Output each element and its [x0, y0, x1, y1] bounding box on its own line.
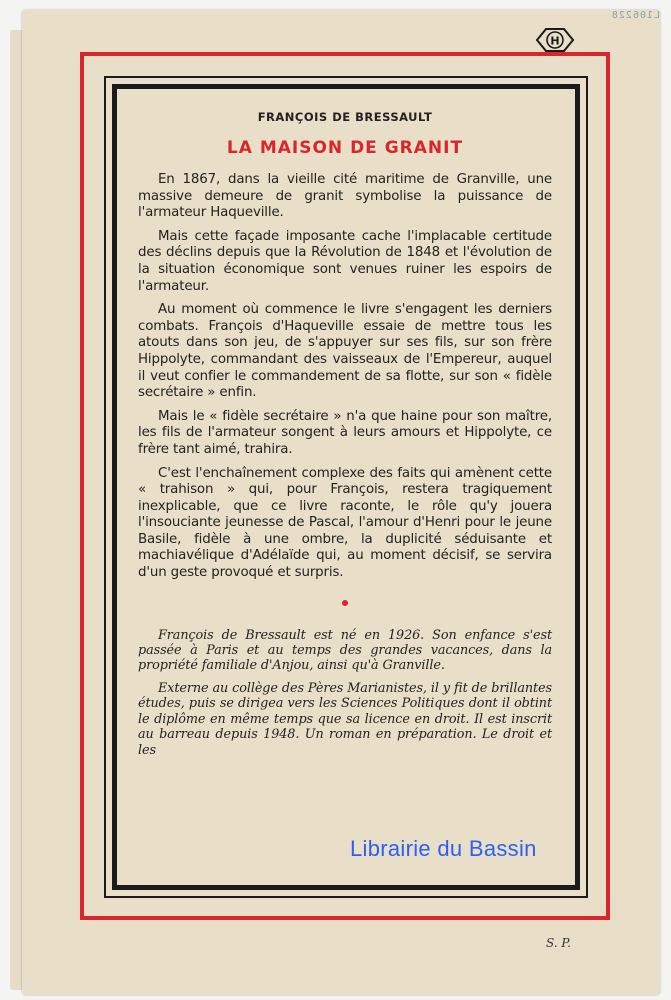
blurb-paragraph-5: C'est l'enchaînement complexe des faits qui amènent cette « trahison » qui, pour François, restera tragiquement inexplicable, que ce livre raconte, le rôle qu'y jouera l'insouciante jeunesse de Pascal, l'amour d'Henri pour le jeune Basile, fidèle à une ombre, la duplicité séduisante et machiavélique d'Adélaïde qui, au moment décisif, se servira d'un geste provoqué et surpris.: [138, 465, 552, 581]
footer-mark: S. P.: [546, 936, 571, 950]
logo-letter: H: [550, 34, 560, 48]
blurb-paragraph-3: Au moment où commence le livre s'engagent les derniers combats. François d'Haqueville essaie de mettre tous les atouts dans son jeu, de s'appuyer sur ses fils, sur son frère Hippolyte, commandant des vaisseaux de l'Empereur, auquel il veut confier le commandement de sa flotte, sur son « fidèle secrétaire » enfin.: [138, 302, 552, 401]
blurb-paragraph-1: En 1867, dans la vieille cité maritime de Granville, une massive demeure de granit symbolise la puissance de l'armateur Haqueville.: [138, 172, 552, 221]
author-name: FRANÇOIS DE BRESSAULT: [257, 110, 433, 124]
bookseller-watermark: Librairie du Bassin: [350, 836, 537, 861]
blurb-paragraph-2: Mais cette façade imposante cache l'implacable certitude des déclins depuis que la Révolution de 1848 et l'évolution de la situation économique sont venues ruiner les espoirs de l'armateur.: [138, 228, 552, 294]
blurb-paragraph-4: Mais le « fidèle secrétaire » n'a que haine pour son maître, les fils de l'armateur songent à leurs amours et Hippolyte, ce frère tant aimé, trahira.: [138, 408, 552, 457]
author-bio-paragraph-1: François de Bressault est né en 1926. Son enfance s'est passée à Paris et au temps des grandes vacances, dans la propriété familiale d'Anjou, ainsi qu'à Granville.: [138, 627, 552, 674]
blurb-content: [138, 110, 552, 765]
author-bio-paragraph-2: Externe au collège des Pères Marianistes, il y fit de brillantes études, puis se dirigea vers les Sciences Politiques dont il obtint le diplôme en même temps que sa licence en droit. Il est inscrit au barreau depuis 1948. Un roman en préparation. Le droit et les: [138, 680, 552, 758]
publisher-logo-icon: [534, 26, 576, 54]
separator-dot-icon: [342, 600, 348, 606]
book-title: LA MAISON DE GRANIT: [226, 138, 464, 158]
inventory-stamp: L106228: [610, 10, 660, 21]
